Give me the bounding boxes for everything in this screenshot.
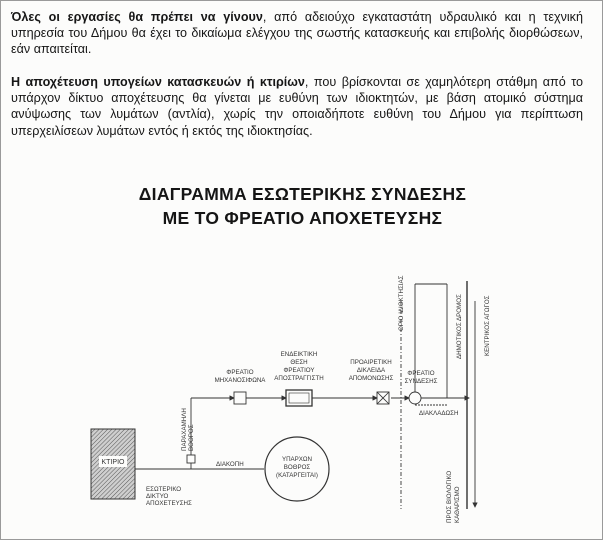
property-limit-label: ΟΡΙΟ ΙΔΙΟΚΤΗΣΙΑΣ [398, 275, 405, 331]
connection-pit-label-1: ΦΡΕΑΤΙΟ [407, 370, 435, 377]
branch-label: ΔΙΑΚΛΑΔΩΣΗ [419, 410, 459, 417]
municipal-road-label: ΔΗΜΟΤΙΚΟΣ ΔΡΟΜΟΣ [456, 294, 463, 359]
internal-network-label-3: ΑΠΟΧΕΤΕΥΣΗΣ [146, 500, 192, 507]
siphon-pit-label-2: ΜΗΧΑΝΟΣΙΦΩΝΑ [214, 377, 266, 384]
optional-pit-label-1: ΕΝΔΕΙΚΤΙΚΗ [280, 351, 318, 358]
valve-label-2: ΔΙΚΛΕΙΔΑ [356, 367, 386, 374]
valve-label-1: ΠΡΟΑΙΡΕΤΙΚΗ [350, 359, 392, 366]
existing-pit-label-3: (ΚΑΤΑΡΓΕΙΤΑΙ) [276, 472, 318, 479]
to-treatment-label-2: ΚΑΘΑΡΙΣΜΟ [454, 486, 461, 523]
existing-pit-label-2: ΒΟΘΡΟΣ [283, 464, 311, 471]
main-sewer-label: ΚΕΝΤΡΙΚΟΣ ΑΓΩΓΟΣ [484, 295, 491, 356]
paragraph-1-bold: Όλες οι εργασίες θα πρέπει να γίνουν [11, 10, 263, 24]
connection-diagram [1, 1, 603, 541]
existing-pit-label-1: ΥΠΑΡΧΩΝ [281, 456, 313, 463]
optional-pit-label-3: ΦΡΕΑΤΙΟΥ [283, 367, 315, 374]
building-label: ΚΤΙΡΙΟ [101, 459, 125, 466]
connection-pit-label-2: ΣΥΝΔΕΣΗΣ [404, 378, 438, 385]
connection-pit [409, 392, 421, 404]
valve-label-3: ΑΠΟΜΟΝΩΣΗΣ [348, 375, 394, 382]
diagram-title-line1: ΔΙΑΓΡΑΜΜΑ ΕΣΩΤΕΡΙΚΗΣ ΣΥΝΔΕΣΗΣ [138, 184, 467, 204]
paragraph-2-text: , που βρίσκονται σε χαμηλότερη στάθμη από το υπάρχον δίκτυο αποχέτευσης θα γίνεται με ευθύνη των ιδιοκτητών, με βάση ατομικό σύστημα ανύψωσης των λυμάτων (αντλία), χωρίς την οποιαδήποτε ευθύνη του Δήμου για περίπτωση υπερχειλίσεων λυμάτων εντός ή εκτός της ιδιοκτησίας. [11, 75, 583, 138]
interruption-label: ΔΙΑΚΟΠΗ [216, 461, 244, 468]
paragraph-2-bold: Η αποχέτευση υπογείων κατασκευών ή κτιρίων [11, 75, 305, 89]
siphon-pit [234, 392, 246, 404]
rain-pit-label-1: ΠΑΡΑΧΑΜΗΛΗ [181, 408, 188, 451]
rain-pit-label-2: ΒΟΘΡΟΣ [188, 424, 195, 451]
internal-network-label-1: ΕΣΩΤΕΡΙΚΟ [146, 486, 182, 493]
optional-pit-label-4: ΑΠΟΣΤΡΑΓΓΙΣΤΗ [274, 375, 324, 382]
siphon-pit-label-1: ΦΡΕΑΤΙΟ [226, 369, 254, 376]
optional-pit [286, 390, 312, 406]
paragraph-1-text: , από αδειούχο εγκαταστάτη υδραυλικό και η τεχνική υπηρεσία του Δήμου θα έχει το δικαίωμα ελέγχου της σωστής κατασκευής και επιβολής διορθώσεων, εάν απαιτείται. [11, 10, 583, 57]
diagram-title-line2: ΜΕ ΤΟ ΦΡΕΑΤΙΟ ΑΠΟΧΕΤΕΥΣΗΣ [162, 208, 443, 228]
optional-pit-label-2: ΘΕΣΗ [290, 359, 308, 366]
to-treatment-label-1: ΠΡΟΣ ΒΙΟΛΟΓΙΚΟ [446, 470, 453, 523]
internal-network-label-2: ΔΙΚΤΥΟ [146, 493, 169, 500]
